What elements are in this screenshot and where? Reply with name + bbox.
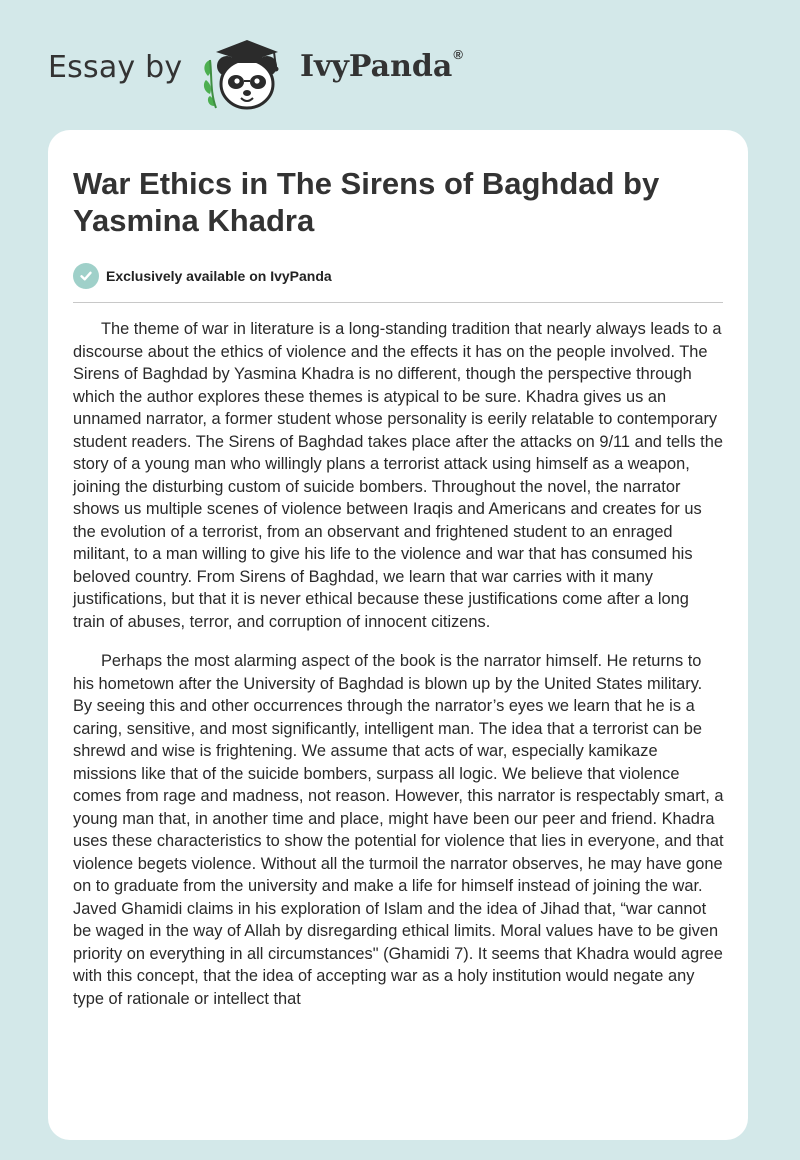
registered-mark: ® [453,47,463,62]
paragraph: The theme of war in literature is a long-standing tradition that nearly always leads to a discourse about the ethics of violence and the effects it has on the people involved. The Sirens of Baghdad by Yasmina Khadra is no different, though the perspective through which the author explores these themes is atypical to be sure. Khadra gives us an unnamed narrator, a former student whose personality is eerily relatable to contemporary student readers. The Sirens of Baghdad takes place after the attacks on 9/11 and tells the story of a young man who willingly plans a terrorist attack using himself as a weapon, joining the disturbing custom of suicide bombers. Throughout the novel, the narrator shows us multiple scenes of violence between Iraqis and Americans and creates for us the evolution of a terrorist, from an observant and frightened student to an enraged militant, to a man willing to give his life to the violence and war that has consumed his beloved country. From Sirens of Baghdad, we learn that war carries with it many justifications, but that it is never ethical because these justifications come after a long train of abuses, terror, and corruption of innocent citizens. [73,320,723,631]
site-header [48,30,568,110]
essay-body [73,318,724,1027]
divider [73,302,723,303]
essay-card [48,130,748,1140]
panda-graduate-icon[interactable] [200,36,292,112]
brand-name-text[interactable]: IvyPanda [300,49,453,84]
check-circle-icon [73,263,99,289]
paragraph: Perhaps the most alarming aspect of the book is the narrator himself. He returns to his hometown after the University of Baghdad is blown up by the United States military. By seeing this and other occurrences through the narrator’s eyes we learn that he is a caring, sensitive, and most significantly, intelligent man. The idea that a terrorist can be shrewd and wise is frightening. We assume that acts of war, especially kamikaze missions like that of the suicide bombers, surpass all logic. We believe that violence comes from rage and madness, not reason. However, this narrator is respectably smart, a young man that, in another time and place, might have been our peer and friend. Khadra uses these characteristics to show the potential for violence that lies in everyone, and that violence begets violence. Without all the turmoil the narrator observes, he may have gone on to graduate from the university and make a life for himself instead of joining the war. Javed Ghamidi claims in his exploration of Islam and the idea of Jihad that, “war cannot be waged in the way of Allah by disregarding ethical limits. Moral values have to be given priority on everything in all circumstances" (Ghamidi 7). It seems that Khadra would agree with this concept, that the idea of accepting war as a holy institution would negate any type of rationale or intellect that [73,652,724,1008]
brand-prefix: Essay by [48,50,183,85]
page-title: War Ethics in The Sirens of Baghdad by Yasmina Khadra [73,166,660,238]
exclusive-badge [73,263,332,289]
brand-name[interactable] [300,49,463,84]
exclusive-badge-label: Exclusively available on IvyPanda [106,268,332,284]
